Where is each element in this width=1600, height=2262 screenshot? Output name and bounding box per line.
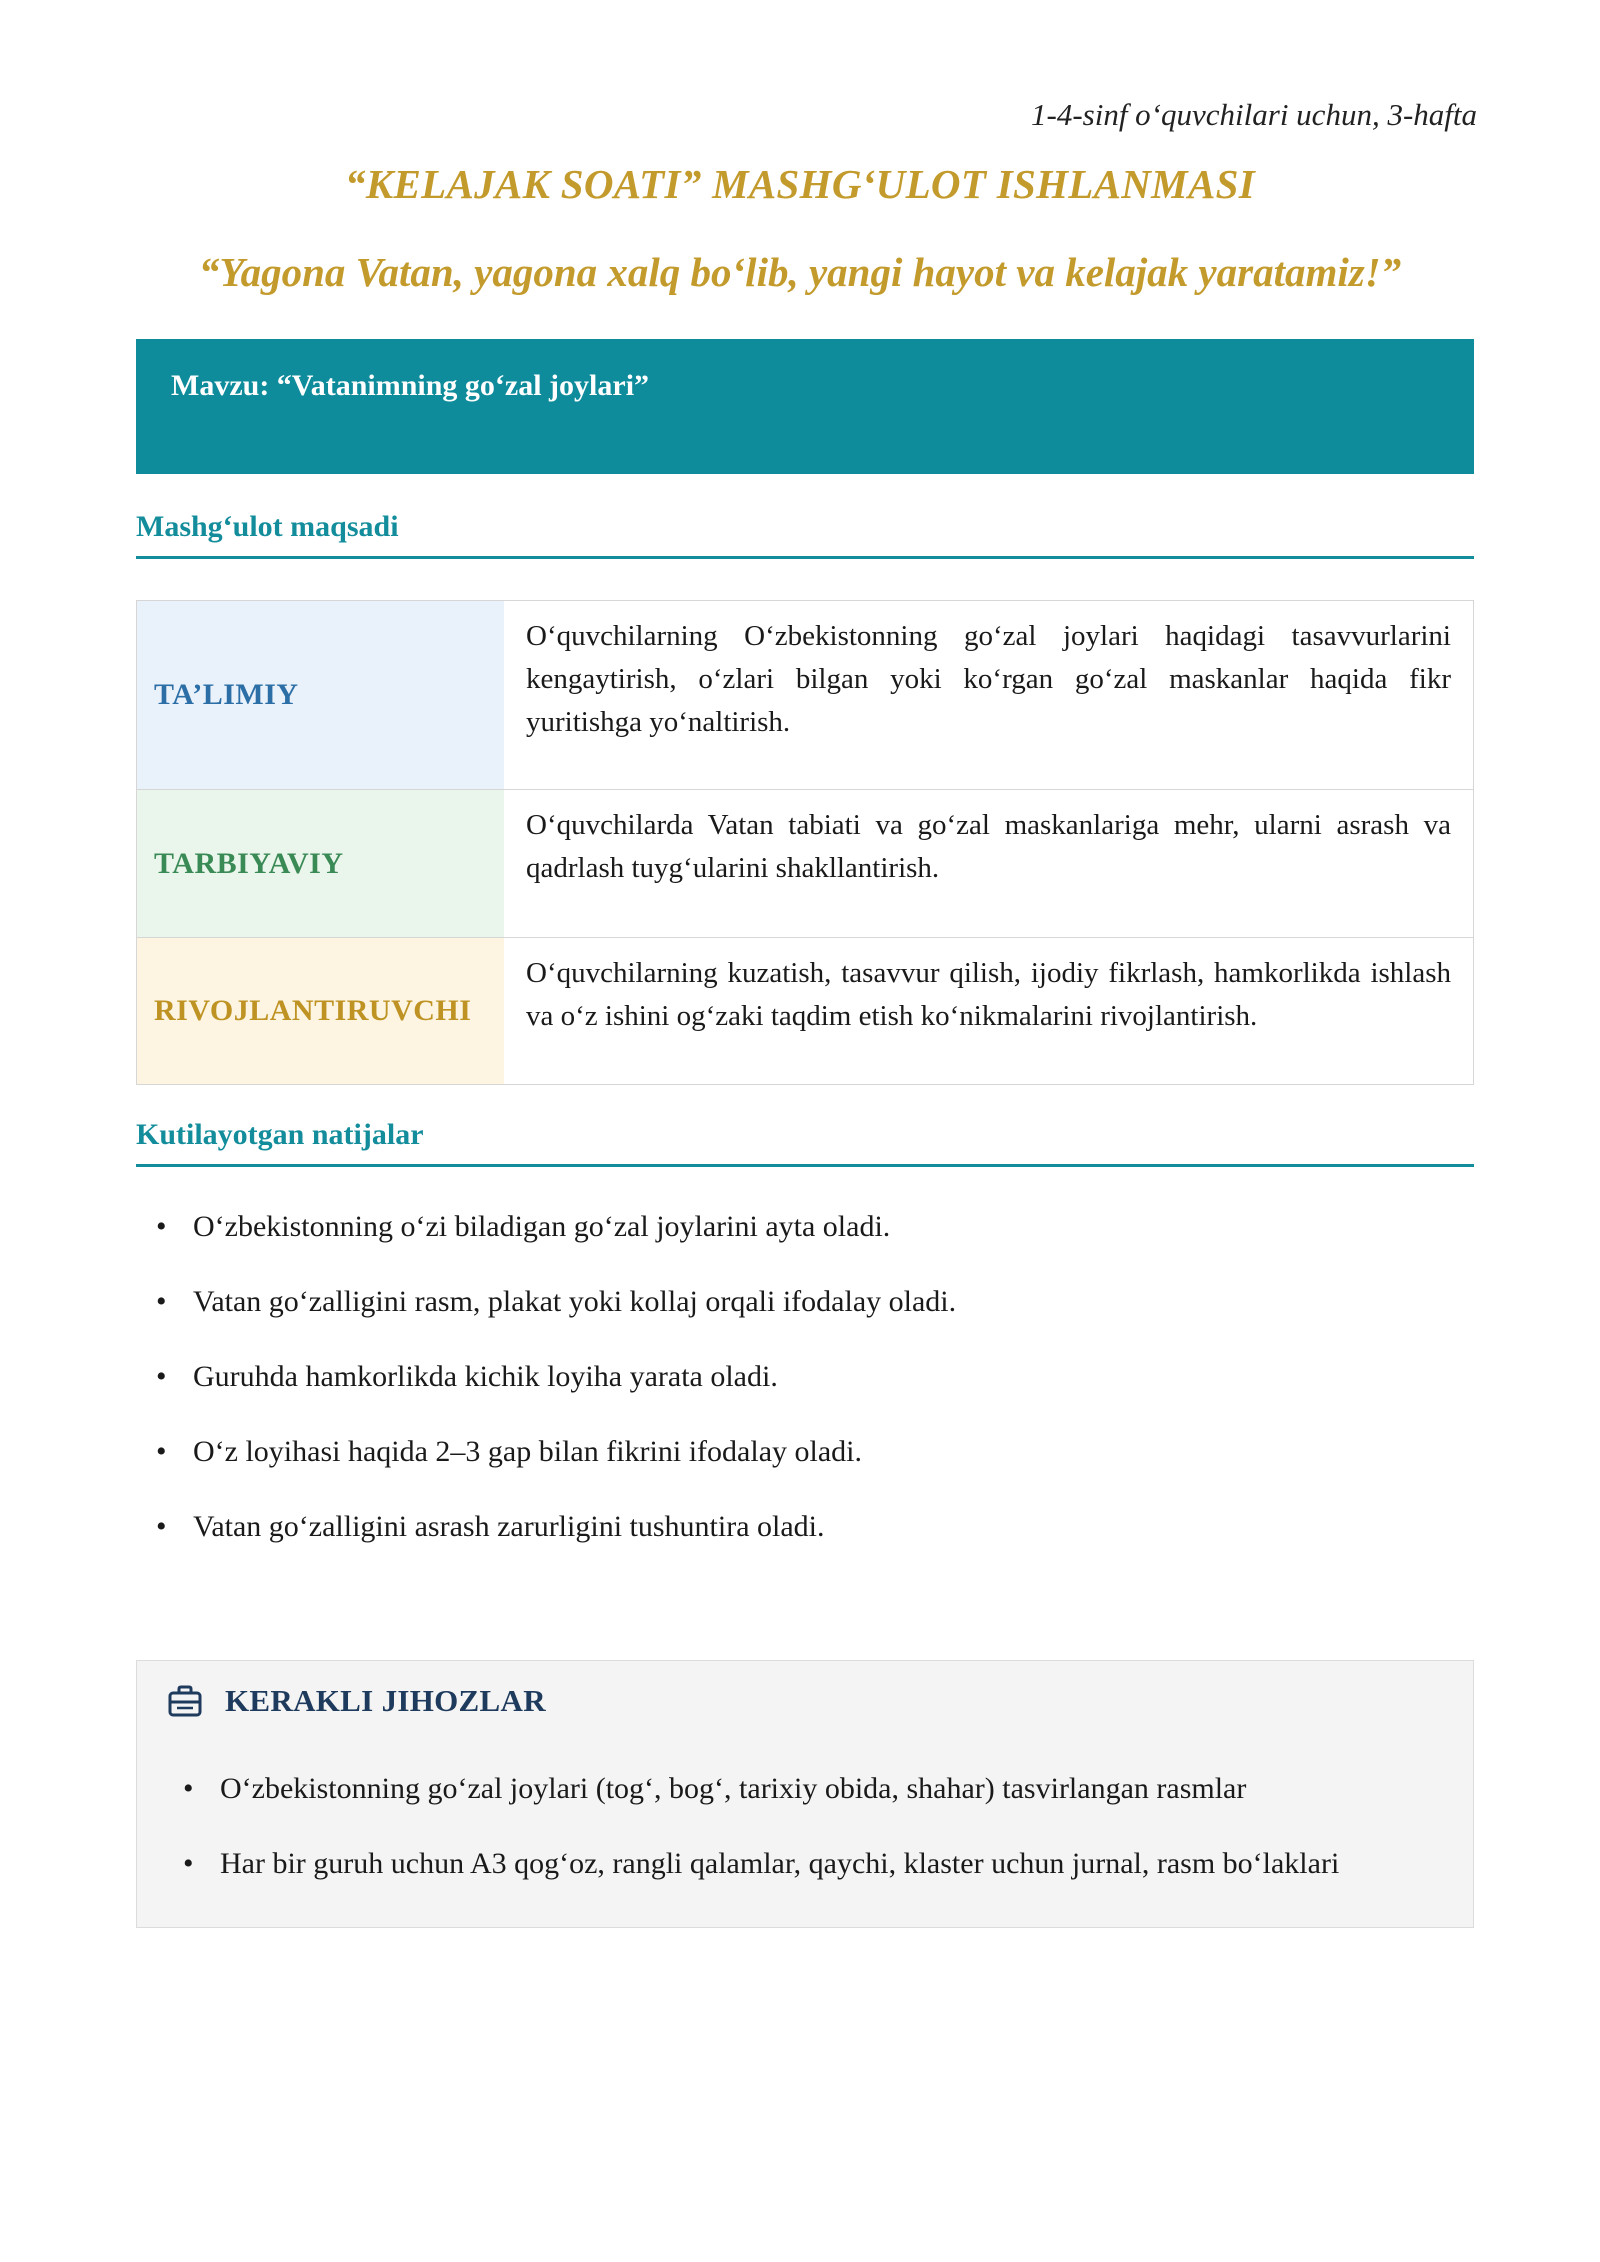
list-item-text: O‘zbekistonning o‘zi biladigan go‘zal joylarini ayta oladi. bbox=[193, 1210, 891, 1243]
topic-text: Mavzu: “Vatanimning go‘zal joylari” bbox=[171, 369, 650, 402]
bullet-icon: • bbox=[183, 1847, 194, 1880]
list-item bbox=[136, 1200, 1474, 1275]
goal-description: O‘quvchilarning O‘zbekistonning go‘zal joylari haqidagi tasavvurlarini kengaytirish, o‘zlari bilgan yoki ko‘rgan go‘zal maskanlar haqida fikr yuritishga yo‘naltirish. bbox=[526, 620, 1451, 738]
list-item bbox=[137, 1759, 1473, 1834]
list-item-text: O‘zbekistonning go‘zal joylari (tog‘, bog‘, tarixiy obida, shahar) tasvirlangan rasmlar bbox=[220, 1772, 1247, 1805]
list-item bbox=[137, 1834, 1473, 1909]
goals-table bbox=[136, 600, 1474, 1085]
results-list bbox=[136, 1200, 1474, 1575]
section-heading-results: Kutilayotgan natijalar bbox=[136, 1118, 1474, 1167]
slogan: “Yagona Vatan, yagona xalq bo‘lib, yangi hayot va kelajak yaratamiz!” bbox=[198, 249, 1402, 295]
goal-row-developmental bbox=[137, 938, 1473, 1084]
bullet-icon: • bbox=[156, 1285, 167, 1318]
list-item-text: O‘z loyihasi haqida 2–3 gap bilan fikrini ifodalay oladi. bbox=[193, 1435, 862, 1468]
goal-row-educational bbox=[137, 601, 1473, 790]
goal-description: O‘quvchilarning kuzatish, tasavvur qilish, ijodiy fikrlash, hamkorlikda ishlash va o‘z ishini og‘zaki taqdim etish ko‘nikmalarini rivojlantirish. bbox=[526, 957, 1451, 1032]
bullet-icon: • bbox=[183, 1772, 194, 1805]
list-item bbox=[136, 1425, 1474, 1500]
goal-row-upbringing bbox=[137, 790, 1473, 938]
list-item-text: Vatan go‘zalligini asrash zarurligini tushuntira oladi. bbox=[193, 1510, 825, 1543]
grade-week-line: 1-4-sinf o‘quvchilari uchun, 3-hafta bbox=[1031, 97, 1477, 132]
section-heading-goals: Mashg‘ulot maqsadi bbox=[136, 510, 1474, 559]
topic-banner bbox=[136, 339, 1474, 474]
bullet-icon: • bbox=[156, 1510, 167, 1543]
goal-description: O‘quvchilarda Vatan tabiati va go‘zal maskanlariga mehr, ularni asrash va qadrlash tuyg‘ularini shakllantirish. bbox=[526, 809, 1451, 884]
list-item bbox=[136, 1350, 1474, 1425]
goal-label: TA’LIMIY bbox=[137, 601, 504, 789]
list-item-text: Har bir guruh uchun A3 qog‘oz, rangli qalamlar, qaychi, klaster uchun jurnal, rasm bo‘laklari bbox=[220, 1847, 1340, 1880]
list-item-text: Vatan go‘zalligini rasm, plakat yoki kollaj orqali ifodalay oladi. bbox=[193, 1285, 957, 1318]
list-item-text: Guruhda hamkorlikda kichik loyiha yarata oladi. bbox=[193, 1360, 778, 1393]
document-title: “KELAJAK SOATI” MASHG‘ULOT ISHLANMASI bbox=[345, 161, 1255, 207]
equipment-list bbox=[137, 1759, 1473, 1909]
bullet-icon: • bbox=[156, 1210, 167, 1243]
toolbox-icon bbox=[167, 1684, 203, 1718]
bullet-icon: • bbox=[156, 1360, 167, 1393]
list-item bbox=[136, 1275, 1474, 1350]
bullet-icon: • bbox=[156, 1435, 167, 1468]
list-item bbox=[136, 1500, 1474, 1575]
goal-label: RIVOJLANTIRUVCHI bbox=[137, 938, 504, 1084]
equipment-box bbox=[136, 1660, 1474, 1928]
goal-label: TARBIYAVIY bbox=[137, 790, 504, 937]
equipment-title: KERAKLI JIHOZLAR bbox=[225, 1683, 546, 1718]
equipment-header bbox=[167, 1683, 546, 1719]
